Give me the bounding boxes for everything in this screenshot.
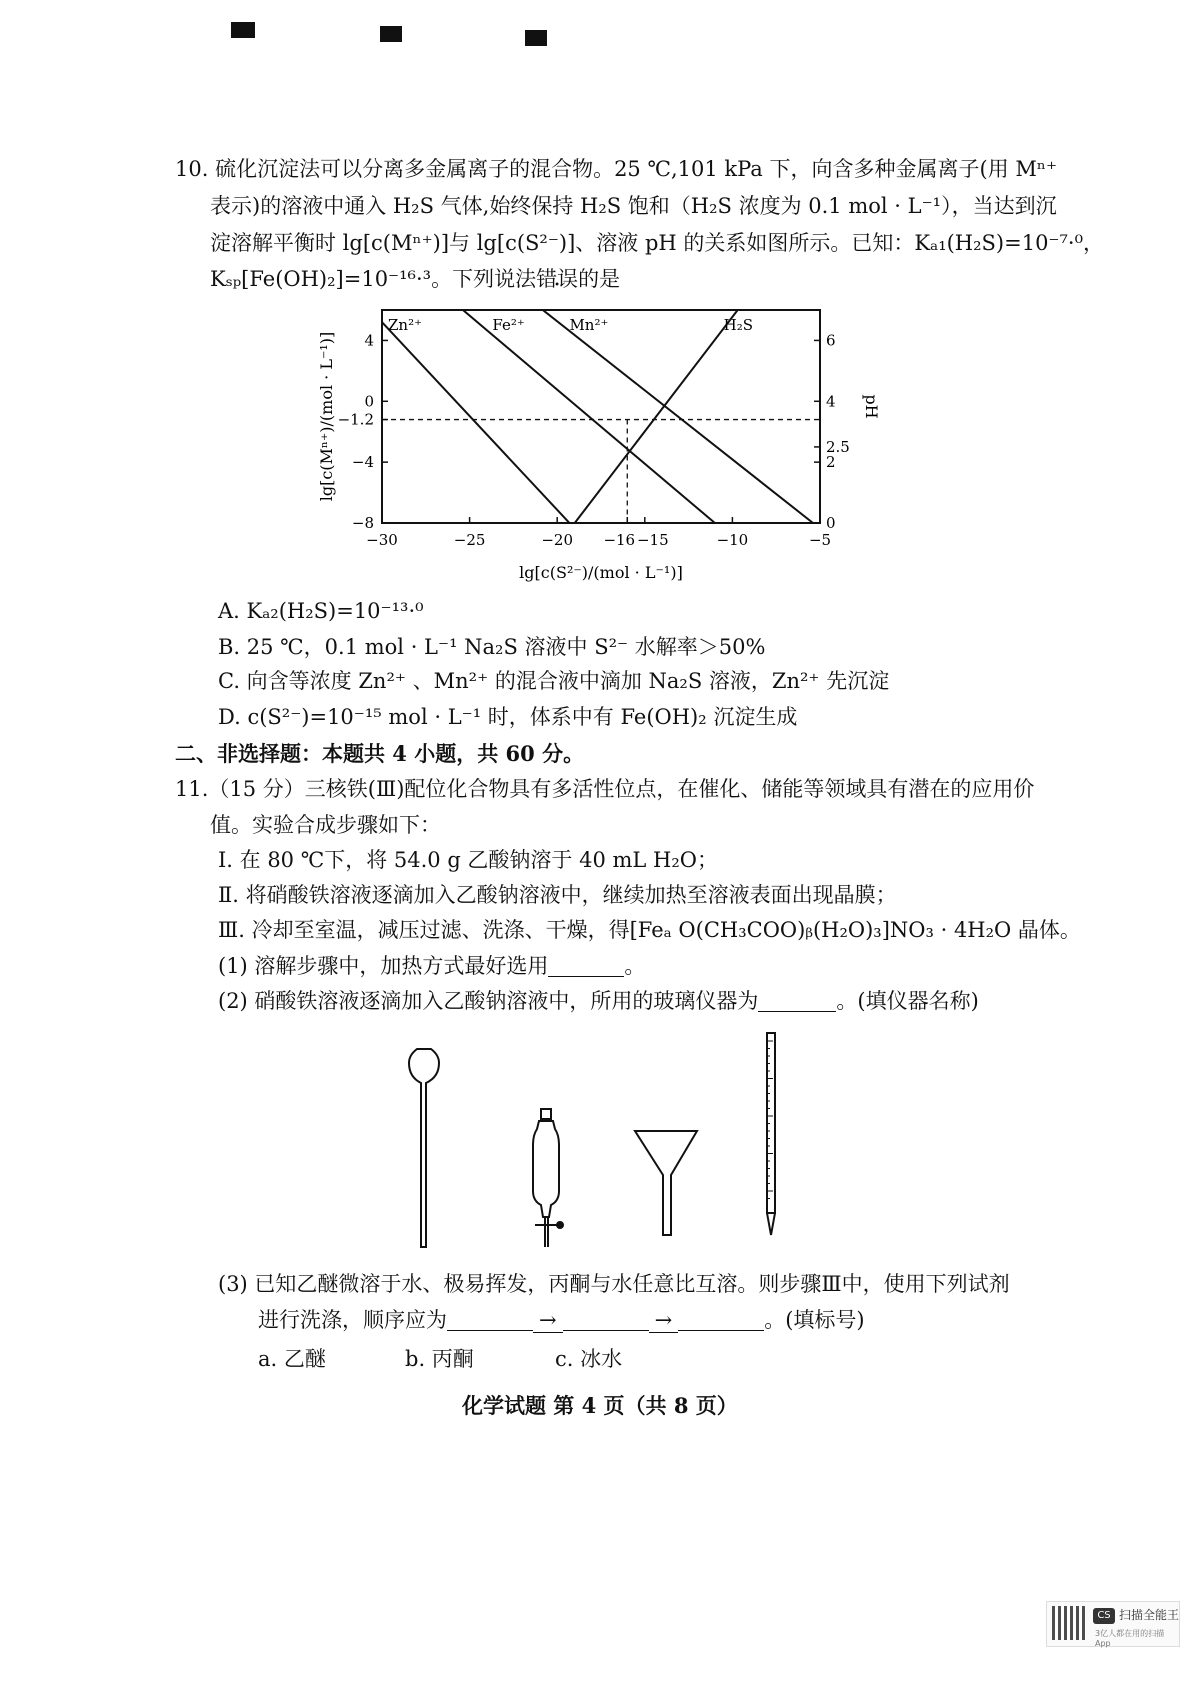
- solubility-chart: [300, 295, 900, 585]
- q11-sub-3-line-1: (3) 已知乙醚微溶于水、极易挥发，丙酮与水任意比互溶。则步骤Ⅲ中，使用下列试剂: [218, 1272, 1010, 1296]
- q10-line-2: 表示)的溶液中通入 H₂S 气体,始终保持 H₂S 饱和（H₂S 浓度为 0.1 mol · L⁻¹），当达到沉: [210, 194, 1057, 218]
- x-tick-label: −25: [453, 531, 486, 549]
- separatory-funnel-icon: [533, 1109, 563, 1247]
- y-right-tick-label: 2: [826, 453, 836, 472]
- scan-mark-1: [231, 22, 255, 38]
- q11-step-1: Ⅰ. 在 80 ℃下，将 54.0 g 乙酸钠溶于 40 mL H₂O；: [218, 848, 718, 872]
- sub-1-text: (1) 溶解步骤中，加热方式最好选用: [218, 954, 549, 978]
- scan-mark-3: [525, 30, 547, 46]
- q10-line-1: 10. 硫化沉淀法可以分离多金属离子的混合物。25 ℃,101 kPa 下，向含多种金属离子(用 Mⁿ⁺: [175, 157, 1058, 181]
- watermark-title: 扫描全能王: [1119, 1608, 1180, 1622]
- y-right-tick-label: 2.5: [826, 437, 850, 456]
- q10-emphasis-word: 错误: [536, 267, 579, 291]
- sub-3-text: 进行洗涤，顺序应为: [258, 1308, 447, 1332]
- qr-code-icon: [1052, 1606, 1086, 1640]
- order-arrow-2: →: [649, 1308, 679, 1333]
- q10-line-4: [210, 260, 620, 298]
- sub-2-text: (2) 硝酸铁溶液逐滴加入乙酸钠溶液中，所用的玻璃仪器为: [218, 989, 759, 1013]
- y-left-tick-label: −1.2: [337, 410, 374, 429]
- answer-blank-3c[interactable]: [678, 1308, 764, 1331]
- reagent-a: a. 乙醚: [258, 1347, 326, 1371]
- answer-blank-3b[interactable]: [563, 1308, 649, 1331]
- plot-frame: [382, 310, 820, 523]
- q11-sub-2: [218, 982, 979, 1020]
- answer-blank-3a[interactable]: [447, 1308, 533, 1331]
- q11-step-2: Ⅱ. 将硝酸铁溶液逐滴加入乙酸钠溶液中，继续加热至溶液表面出现晶膜；: [218, 883, 897, 907]
- series-label: Zn²⁺: [388, 316, 423, 334]
- glassware-figure: [395, 1025, 815, 1260]
- funnel-icon: [635, 1131, 697, 1235]
- y-right-tick-label: 0: [826, 514, 836, 532]
- x-tick-label: −30: [366, 531, 398, 549]
- q10-line-3: 淀溶解平衡时 lg[c(Mⁿ⁺)]与 lg[c(S²⁻)]、溶液 pH 的关系如图所示。已知：Kₐ₁(H₂S)=10⁻⁷·⁰，: [210, 231, 1105, 255]
- q11-sub-3-line-2: [258, 1301, 865, 1339]
- y-left-tick-label: −8: [351, 514, 374, 532]
- q11-line-1: 11.（15 分）三核铁(Ⅲ)配位化合物具有多活性位点，在催化、储能等领域具有潜在的应用价: [175, 777, 1035, 801]
- series-label: H₂S: [723, 316, 754, 334]
- option-a: A. Kₐ₂(H₂S)=10⁻¹³·⁰: [218, 599, 424, 623]
- watermark-subtitle: 3亿人都在用的扫描App: [1095, 1629, 1165, 1648]
- y-left-tick-label: 0: [364, 392, 374, 411]
- x-axis-label: lg[c(S²⁻)/(mol · L⁻¹)]: [519, 563, 683, 582]
- q11-sub-1: [218, 947, 645, 985]
- sub-2-end: 。(填仪器名称): [836, 989, 979, 1013]
- scanner-watermark: [1046, 1601, 1180, 1647]
- series-label: Fe²⁺: [492, 316, 525, 334]
- y-left-axis-label: lg[c(Mⁿ⁺)/(mol · L⁻¹)]: [317, 331, 336, 502]
- scan-mark-2: [380, 26, 402, 42]
- series-label: Mn²⁺: [569, 316, 609, 334]
- x-tick-label: −10: [716, 531, 749, 549]
- series-line-right: [575, 310, 738, 523]
- x-tick-label: −5: [808, 531, 832, 549]
- option-c: C. 向含等浓度 Zn²⁺ 、Mn²⁺ 的混合液中滴加 Na₂S 溶液，Zn²⁺ 先沉淀: [218, 669, 890, 693]
- pipette-icon: [767, 1033, 775, 1235]
- q11-line-2: 值。实验合成步骤如下：: [210, 813, 441, 837]
- answer-blank-2[interactable]: [758, 989, 836, 1012]
- section-heading: 二、非选择题：本题共 4 小题，共 60 分。: [175, 741, 585, 766]
- option-b: B. 25 ℃，0.1 mol · L⁻¹ Na₂S 溶液中 S²⁻ 水解率＞50%: [218, 635, 766, 659]
- page-footer: 化学试题 第 4 页（共 8 页）: [462, 1393, 738, 1418]
- q11-step-3: Ⅲ. 冷却至室温，减压过滤、洗涤、干燥，得[Feₐ O(CH₃COO)ᵦ(H₂O)₃]NO₃ · 4H₂O 晶体。: [218, 918, 1081, 942]
- watermark-badge: CS: [1093, 1608, 1115, 1624]
- x-tick-label: −15: [636, 531, 669, 549]
- x-tick-label: −16: [603, 531, 636, 549]
- reagent-b: b. 丙酮: [405, 1347, 474, 1371]
- sub-3-end: 。(填标号): [764, 1308, 865, 1332]
- reagent-c: c. 冰水: [555, 1347, 623, 1371]
- y-left-tick-label: −4: [351, 453, 374, 472]
- long-neck-funnel-icon: [409, 1049, 439, 1247]
- y-right-tick-label: 4: [826, 392, 836, 411]
- answer-blank-1[interactable]: [548, 954, 624, 977]
- y-right-axis-label: pH: [862, 394, 881, 419]
- q10-line-4-post: 的是: [578, 267, 621, 291]
- series-line-left: [382, 322, 569, 523]
- x-tick-label: −20: [541, 531, 574, 549]
- sub-1-end: 。: [624, 954, 646, 978]
- option-d: D. c(S²⁻)=10⁻¹⁵ mol · L⁻¹ 时，体系中有 Fe(OH)₂ 沉淀生成: [218, 705, 798, 729]
- y-right-tick-label: 6: [826, 331, 836, 350]
- q10-line-4-pre: Kₛₚ[Fe(OH)₂]=10⁻¹⁶·³。下列说法: [210, 267, 537, 291]
- y-left-tick-label: 4: [364, 331, 374, 350]
- order-arrow-1: →: [533, 1308, 563, 1333]
